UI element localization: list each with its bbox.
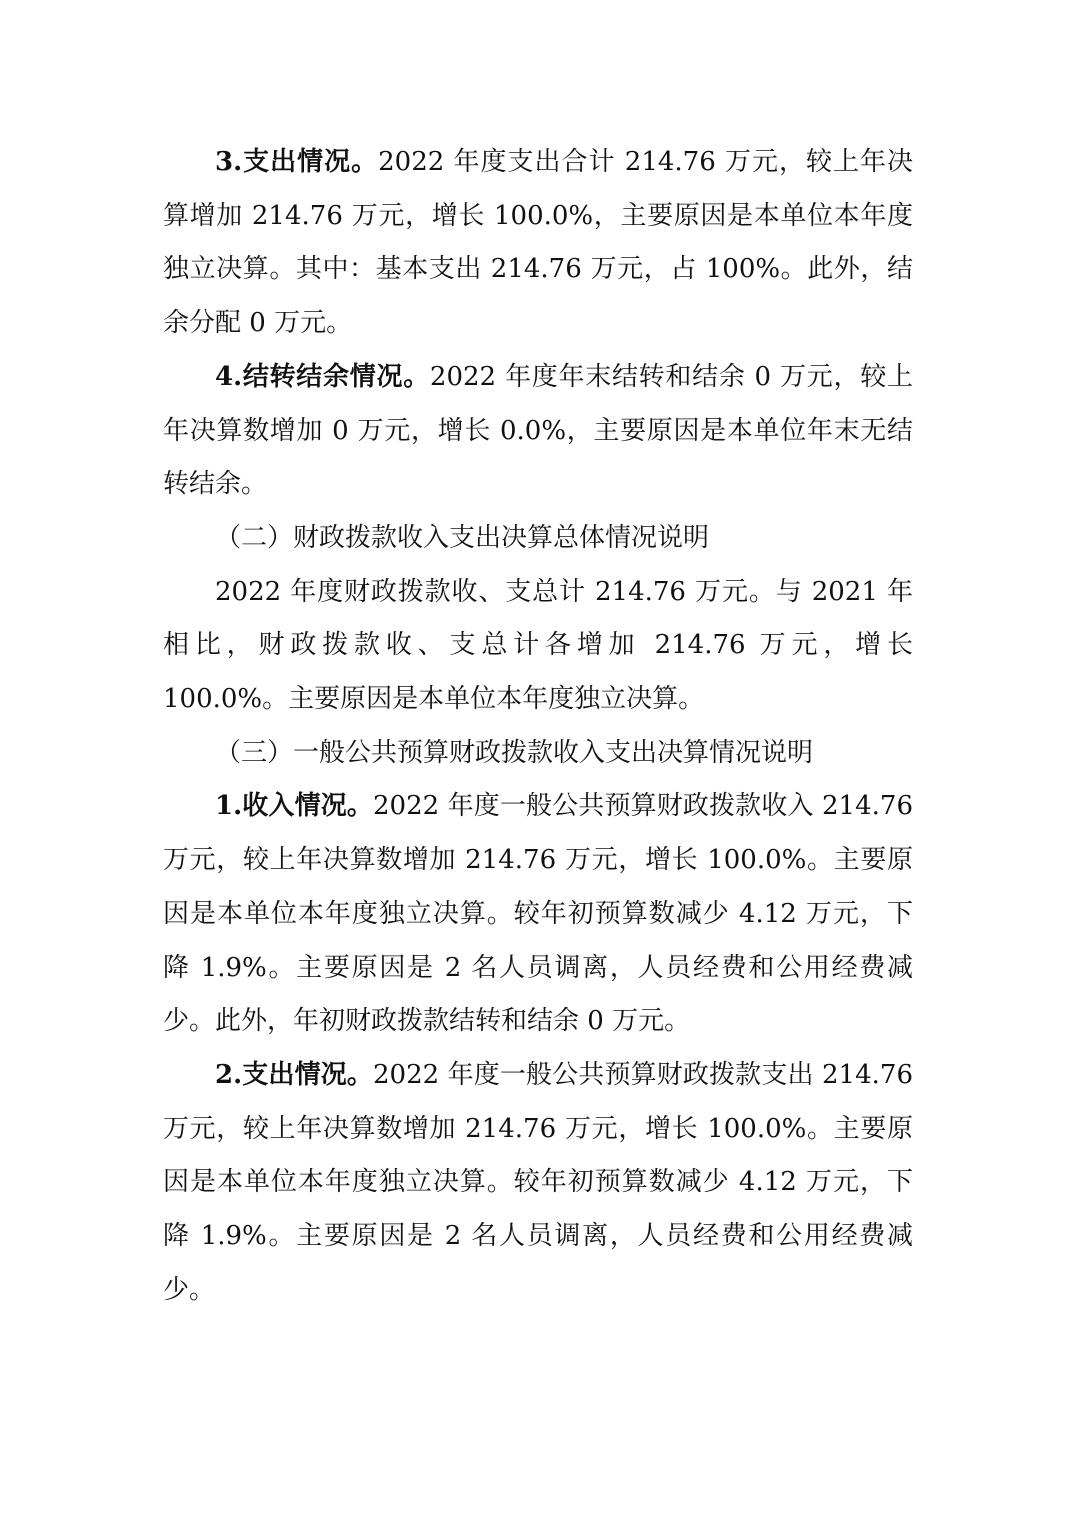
general-income-text: 2022 年度一般公共预算财政拨款收入 214.76 万元，较上年决算数增加 214.76 万元，增长 100.0%。主要原因是本单位本年度独立决算。较年初预算数减少 4.12 万元，下降 1.9%。主要原因是 2 名人员调离，人员经费和公用经费减少。此外，年初财政拨款结转和结余 0 万元。 xyxy=(163,791,913,1037)
general-income-lead: 1.收入情况。 xyxy=(215,791,374,822)
carryover-lead: 4.结转结余情况。 xyxy=(215,361,430,392)
document-body xyxy=(163,136,913,1317)
general-expense-paragraph xyxy=(163,1049,913,1318)
carryover-paragraph xyxy=(163,351,913,512)
general-expense-lead: 2.支出情况。 xyxy=(215,1059,374,1090)
general-expense-text: 2022 年度一般公共预算财政拨款支出 214.76 万元，较上年决算数增加 214.76 万元，增长 100.0%。主要原因是本单位本年度独立决算。较年初预算数减少 4.12 万元，下降 1.9%。主要原因是 2 名人员调离，人员经费和公用经费减少。 xyxy=(163,1059,913,1305)
general-income-paragraph xyxy=(163,780,913,1049)
expense-paragraph xyxy=(163,136,913,351)
general-section-heading: （三）一般公共预算财政拨款收入支出决算情况说明 xyxy=(215,737,814,768)
expense-lead: 3.支出情况。 xyxy=(215,147,379,177)
carryover-text: 2022 年度年末结转和结余 0 万元，较上年决算数增加 0 万元，增长 0.0%，主要原因是本单位年末无结转结余。 xyxy=(163,361,913,500)
fiscal-paragraph: 2022 年度财政拨款收、支总计 214.76 万元。与 2021 年相比，财政拨款收、支总计各增加 214.76 万元，增长 100.0%。主要原因是本单位本年度独立决算。 xyxy=(163,576,913,715)
fiscal-section-heading: （二）财政拨款收入支出决算总体情况说明 xyxy=(215,522,710,553)
expense-text: 2022 年度支出合计 214.76 万元，较上年决算增加 214.76 万元，增长 100.0%，主要原因是本单位本年度独立决算。其中：基本支出 214.76 万元，占 100%。此外，结余分配 0 万元。 xyxy=(163,147,913,339)
